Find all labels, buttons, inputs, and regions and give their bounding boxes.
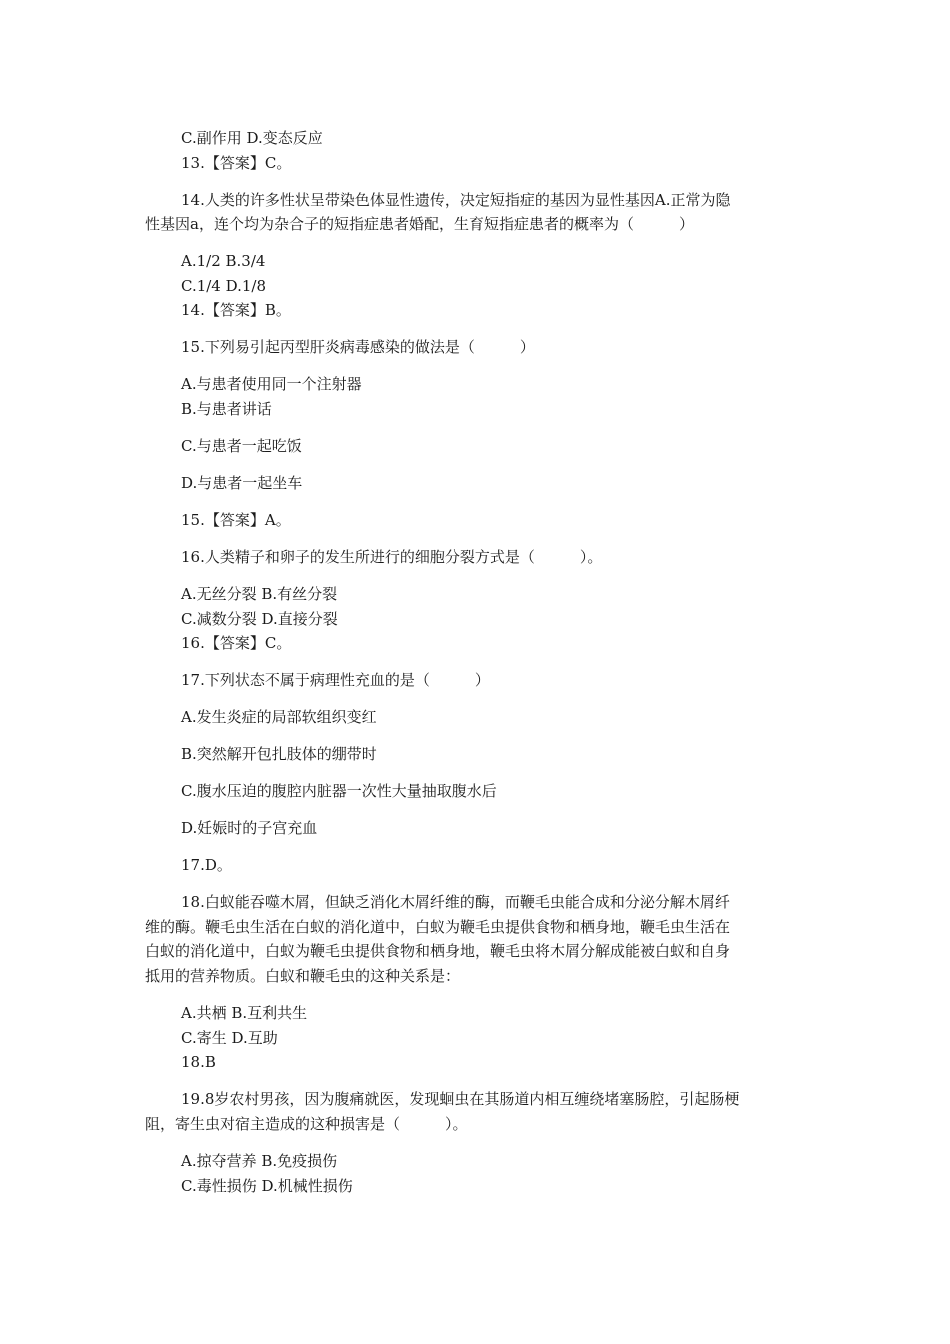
question-17: 17.下列状态不属于病理性充血的是（ ） — [181, 671, 490, 689]
question-14-line-2: 性基因a，连个均为杂合子的短指症患者婚配，生育短指症患者的概率为（ ） — [145, 215, 694, 233]
option-line-13-cd: C.副作用 D.变态反应 — [181, 129, 323, 147]
answer-15: 15.【答案】A。 — [181, 511, 291, 529]
option-17-b: B.突然解开包扎肢体的绷带时 — [181, 745, 377, 763]
option-17-a: A.发生炎症的局部软组织变红 — [181, 708, 377, 726]
question-16: 16.人类精子和卵子的发生所进行的细胞分裂方式是（ ）。 — [181, 548, 603, 566]
option-line-18-ab: A.共栖 B.互利共生 — [181, 1004, 308, 1022]
option-line-16-ab: A.无丝分裂 B.有丝分裂 — [181, 585, 338, 603]
question-14-line-1: 14.人类的许多性状呈带染色体显性遗传，决定短指症的基因为显性基因A.正常为隐 — [181, 191, 731, 209]
option-15-d: D.与患者一起坐车 — [181, 474, 303, 492]
question-15: 15.下列易引起丙型肝炎病毒感染的做法是（ ） — [181, 338, 535, 356]
option-line-19-cd: C.毒性损伤 D.机械性损伤 — [181, 1177, 353, 1195]
answer-17: 17.D。 — [181, 856, 232, 874]
question-19-line-1: 19.8岁农村男孩，因为腹痛就医，发现蛔虫在其肠道内相互缠绕堵塞肠腔，引起肠梗 — [181, 1090, 740, 1108]
question-18-line-1: 18.白蚁能吞噬木屑，但缺乏消化木屑纤维的酶，而鞭毛虫能合成和分泌分解木屑纤 — [181, 893, 730, 911]
option-15-a: A.与患者使用同一个注射器 — [181, 375, 362, 393]
option-17-d: D.妊娠时的子宫充血 — [181, 819, 318, 837]
answer-14: 14.【答案】B。 — [181, 301, 291, 319]
option-line-19-ab: A.掠夺营养 B.免疫损伤 — [181, 1152, 338, 1170]
question-18-line-3: 白蚁的消化道中，白蚁为鞭毛虫提供食物和栖身地，鞭毛虫将木屑分解成能被白蚁和自身 — [145, 942, 731, 960]
question-18-line-4: 抵用的营养物质。白蚁和鞭毛虫的这种关系是： — [145, 967, 461, 985]
option-line-14-ab: A.1/2 B.3/4 — [181, 252, 266, 270]
option-line-16-cd: C.减数分裂 D.直接分裂 — [181, 610, 338, 628]
option-line-18-cd: C.寄生 D.互助 — [181, 1029, 278, 1047]
option-line-14-cd: C.1/4 D.1/8 — [181, 277, 267, 295]
option-15-c: C.与患者一起吃饭 — [181, 437, 302, 455]
option-15-b: B.与患者讲话 — [181, 400, 272, 418]
option-17-c: C.腹水压迫的腹腔内脏器一次性大量抽取腹水后 — [181, 782, 497, 800]
answer-18: 18.B — [181, 1053, 216, 1071]
question-19-line-2: 阻，寄生虫对宿主造成的这种损害是（ ）。 — [145, 1115, 468, 1133]
answer-13: 13.【答案】C。 — [181, 154, 292, 172]
answer-16: 16.【答案】C。 — [181, 634, 292, 652]
question-18-line-2: 维的酶。鞭毛虫生活在白蚁的消化道中，白蚁为鞭毛虫提供食物和栖身地，鞭毛虫生活在 — [145, 918, 731, 936]
